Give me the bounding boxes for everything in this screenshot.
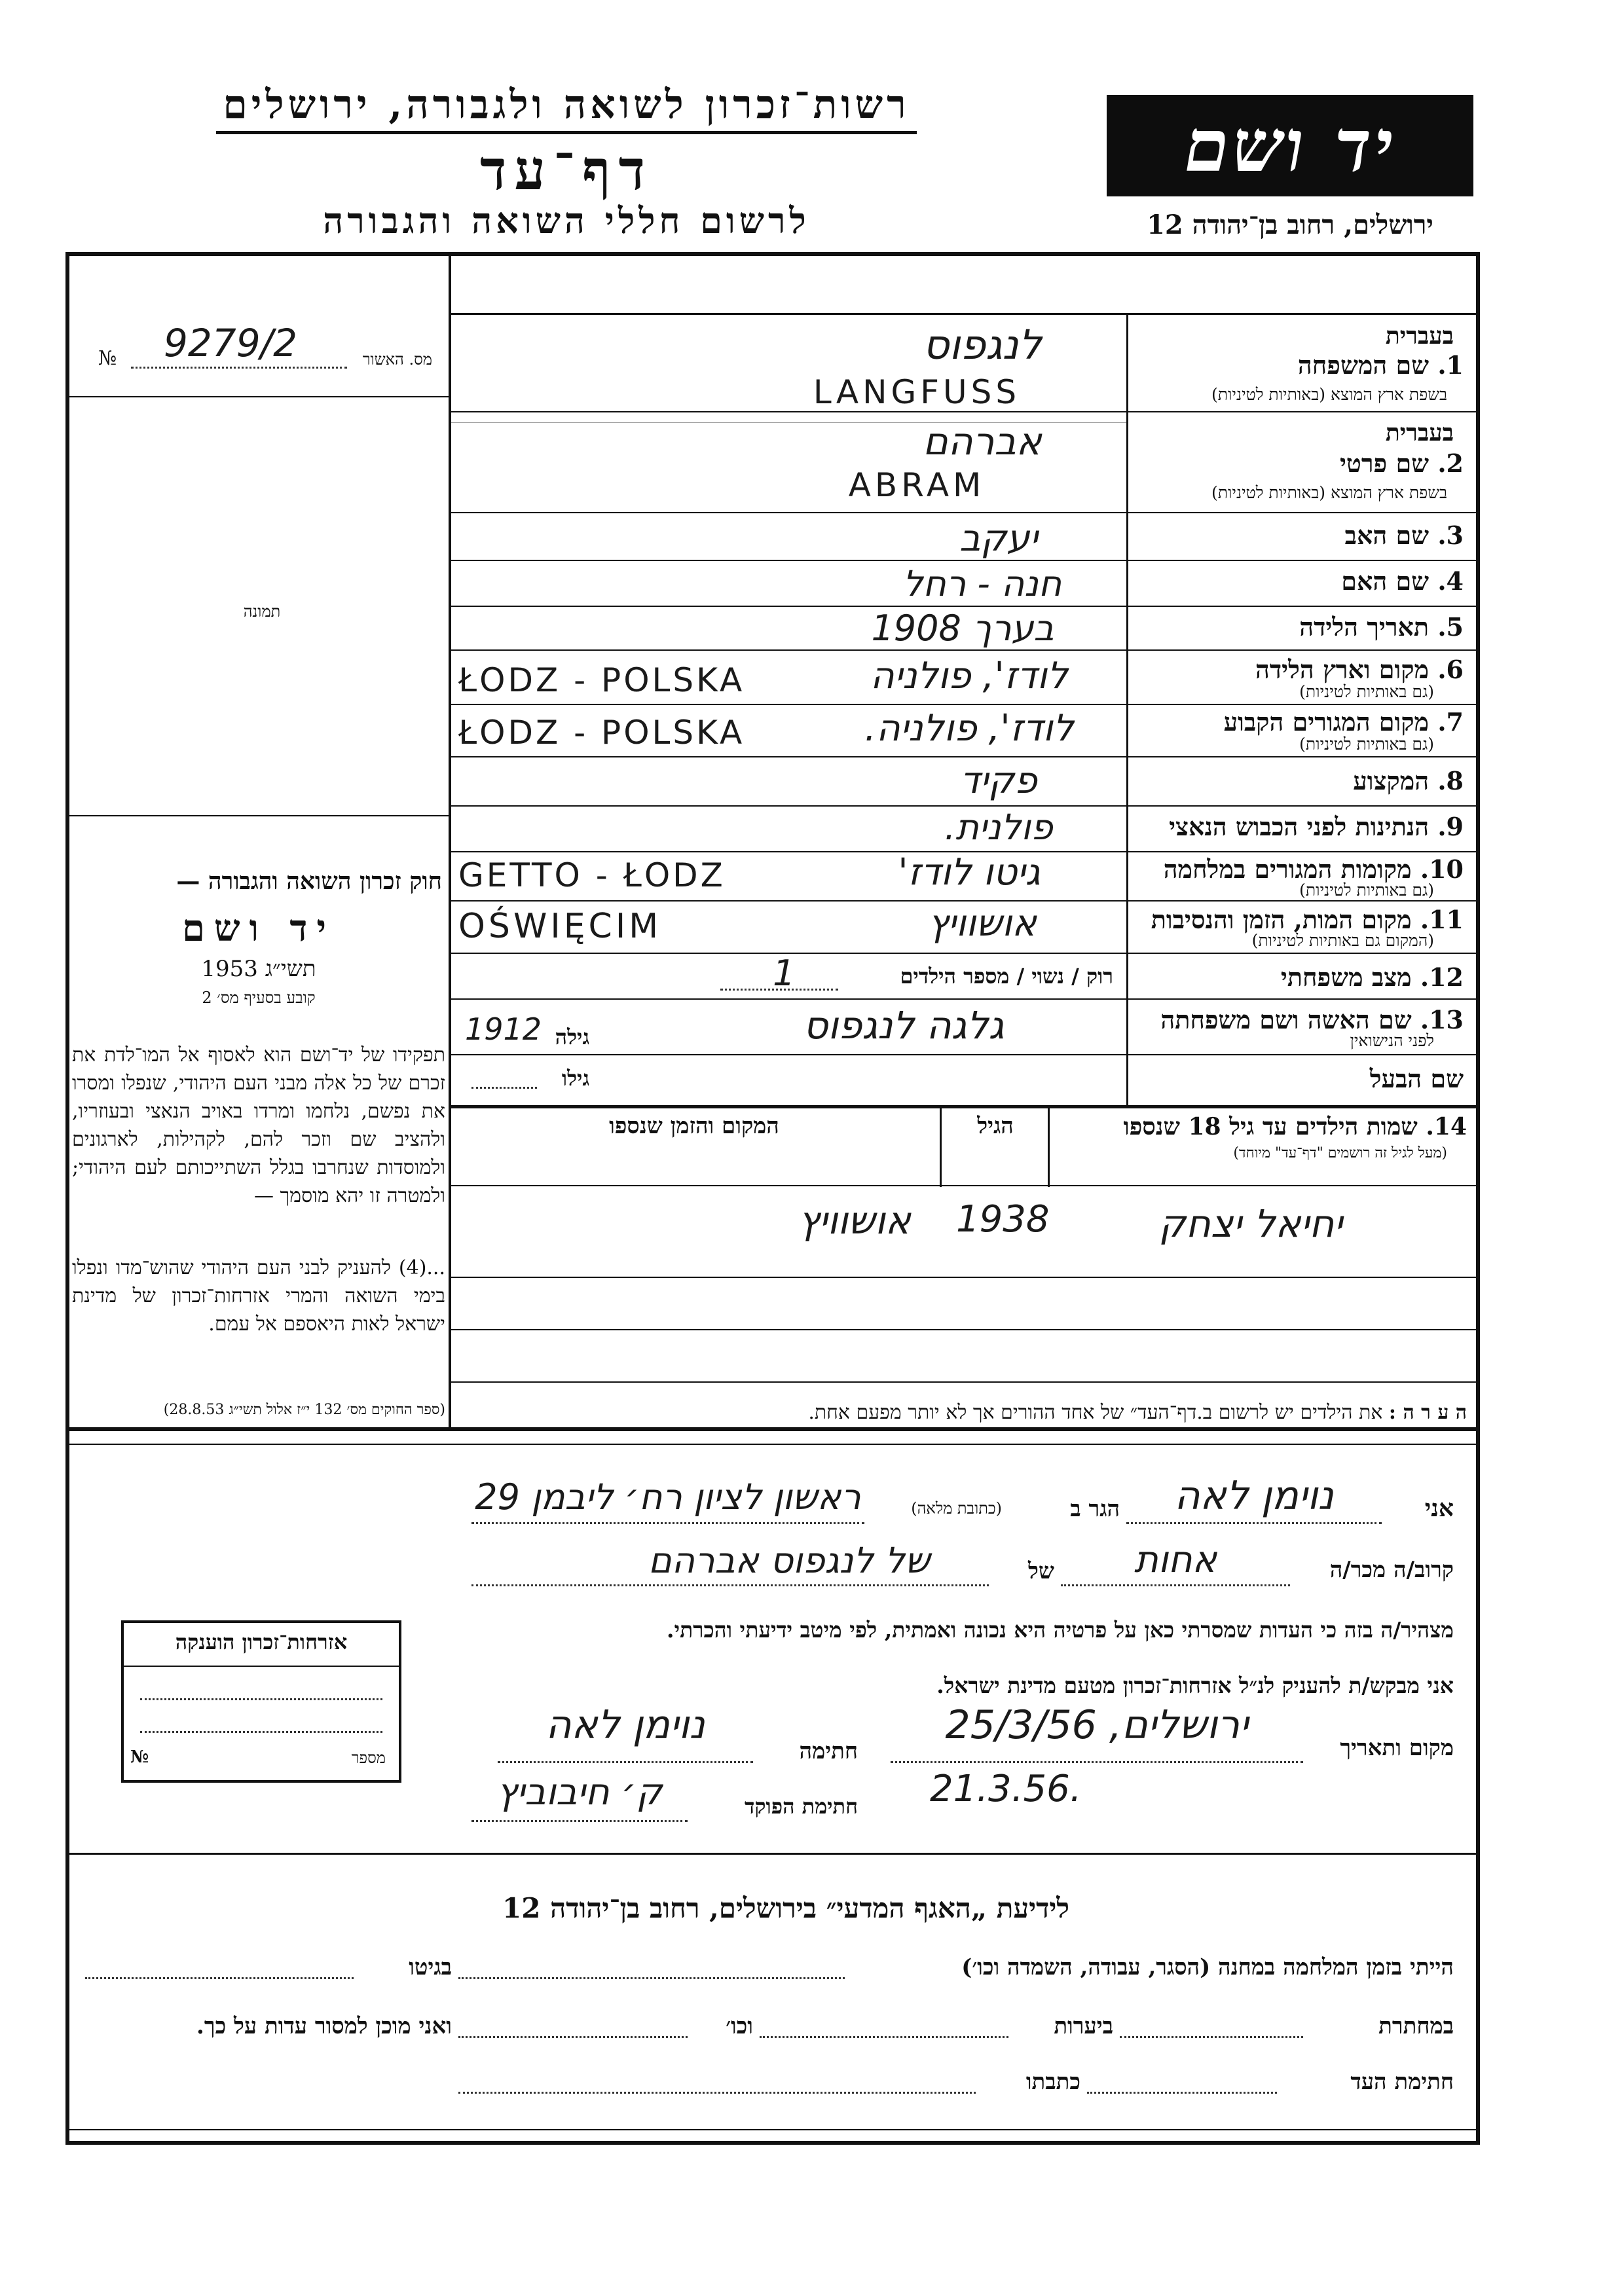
field-11-label: 11. מקום המות, הזמן והנסיבות (1151, 905, 1464, 934)
decl-resides: הגר ב (1070, 1496, 1120, 1522)
field-1-hebrew-value: לנגפוס (923, 321, 1042, 369)
field-7-label: 7. מקום המגורים הקבוע (1223, 707, 1464, 737)
decl-signature-value: נוימן לאה (545, 1702, 705, 1748)
field-6-hebrew-value: לודז', פולניה (870, 655, 1068, 697)
footer-line3-a: חתימת העד (1350, 2069, 1454, 2095)
child-1-age: 1938 (956, 1198, 1050, 1241)
footer-line2-d: ואני מוכן למסור עדות על כך. (196, 2013, 452, 2039)
husband-age-label: גילו (561, 1066, 589, 1091)
children-label: 14. שמות הילדים עד גיל 18 שנספו (1123, 1113, 1467, 1140)
yad-vashem-logo (1107, 95, 1473, 196)
field-9-label: 9. הנתינות לפני הכבוש הנאצי (1169, 812, 1464, 841)
field-8-hebrew-value: פקיד (960, 759, 1037, 802)
field-11-sub: (המקום גם באותיות לטיניות) (1251, 931, 1434, 950)
citizenship-box-title: אזרחות־זכרון הוענקה (175, 1630, 348, 1654)
child-1-name: יחיאל יצחק (1158, 1201, 1343, 1246)
field-3-label: 3. שם האב (1344, 520, 1464, 550)
field-6-sub: (גם באותיות לטיניות) (1299, 682, 1434, 701)
law-clause: קובע בסעיף מס׳ 2 (202, 989, 316, 1007)
field-4-label: 4. שם האם (1341, 566, 1464, 596)
field-13-age-value: 1912 (465, 1011, 542, 1047)
field-12-extra: רוק / נשוי / מספר הילדים (900, 964, 1113, 989)
record-number-label: מס. האשור (362, 350, 432, 369)
field-5-hebrew-value: בערך 1908 (871, 608, 1054, 649)
field-10-hebrew-value: גיטו לודז' (898, 851, 1041, 894)
note-label: ה ע ר ה : (1388, 1401, 1467, 1424)
child-1-place: אושוויץ (798, 1198, 911, 1243)
footer-line2-a: במחתרת (1378, 2013, 1454, 2039)
field-9-hebrew-value: פולנית. (944, 807, 1053, 848)
field-2-label: 2. שם פרטי (1339, 448, 1464, 478)
husband-label: שם הבעל (1369, 1064, 1464, 1093)
logo-text: יד ושם (1184, 103, 1396, 188)
note (458, 1401, 1467, 1424)
decl-of: של (1028, 1558, 1054, 1584)
field-13-sub: לפני הנישואין (1350, 1031, 1434, 1050)
decl-relation-value: אחות (1134, 1539, 1217, 1581)
footer-line2-b: ביערות (1054, 2013, 1113, 2039)
field-10-latin-value: GETTO - ŁODZ (458, 856, 726, 894)
footer-line3-b: כתבתו (1025, 2069, 1080, 2095)
field-13-age-label: גילה (555, 1025, 589, 1049)
field-8-label: 8. המקצוע (1353, 766, 1464, 795)
decl-of-value: של לנגפוס אברהם (648, 1540, 931, 1581)
field-7-hebrew-value: לודז', פולניה. (864, 707, 1074, 750)
record-number-value: 9279/2 (164, 321, 298, 365)
decl-request: אני מבקש/ת להעניק לנ״ל אזרחות־זכרון מטעם מדינת ישראל. (936, 1673, 1454, 1698)
photo-label: תמונה (243, 602, 281, 621)
record-number-prefix: № (98, 347, 117, 370)
field-3-hebrew-value: יעקב (959, 517, 1038, 560)
footer-line2-c: וכו׳ (726, 2013, 753, 2039)
footer-title: לידיעת „האגף המדעי״ בירושלים, רחוב בן־יהודה 12 (502, 1892, 1069, 1924)
address: ירושלים, רחוב בן־יהודה 12 (1147, 210, 1433, 240)
decl-issuer-signature-label: חתימת הפוקד (745, 1794, 858, 1819)
decl-name-value: נוימן לאה (1174, 1473, 1334, 1519)
decl-signature-label: חתימה (799, 1738, 858, 1764)
law-title: חוק זכרון השואה והגבורה — (176, 867, 442, 895)
children-sub: (מעל לגיל זה רושמים "דף־עד" מיוחד) (1233, 1145, 1447, 1161)
field-13-label: 13. שם האשה ושם משפחתה (1160, 1005, 1464, 1034)
decl-full-address: (כתובת מלאה) (911, 1499, 1002, 1518)
decl-address-value: ראשון לציון רח׳ ליבמן 29 (475, 1476, 861, 1518)
footer-line1-a: הייתי בזמן המלחמה במחנה (הסגר, עבודה, השמדה וכו׳) (961, 1954, 1454, 1980)
field-1-latin-value: LANGFUSS (813, 373, 1021, 411)
decl-place-date-label: מקום ותאריך (1340, 1735, 1454, 1761)
field-6-label: 6. מקום וארץ הלידה (1255, 655, 1464, 684)
document-title: דף־עד (479, 137, 653, 202)
citizenship-box-prefix: № (130, 1747, 149, 1767)
field-10-sub: (גם באותיות לטיניות) (1299, 881, 1434, 900)
field-2-latin-value: ABRAM (848, 466, 986, 504)
field-1-sub: בשפת ארץ המוצא (באותיות לטיניות) (1211, 385, 1447, 404)
law-source: (ספר החוקים מס׳ 132 י״ז אלול תשי״ג 28.8.53) (163, 1402, 445, 1418)
decl-statement: מצהיר/ה בזה כי העדות שמסרתי כאן על פרטיה היא נכונה ואמתית, לפי מיטב ידיעתי והכרתי. (667, 1617, 1454, 1643)
citizenship-box (121, 1620, 401, 1783)
field-12-children-count: 1 (773, 953, 796, 994)
document-subtitle: לרשום חללי השואה והגבורה (323, 200, 810, 242)
field-13-hebrew-value: גלגה לנגפוס (803, 1003, 1005, 1048)
field-2-sub: בשפת ארץ המוצא (באותיות לטיניות) (1211, 483, 1447, 502)
field-2-hebrew-value: אברהם (923, 419, 1042, 464)
decl-ani: אני (1424, 1495, 1454, 1522)
footer-line1-b: בגיטו (409, 1954, 452, 1980)
decl-place-date-value: ירושלים, 25/3/56 (945, 1702, 1249, 1748)
decl-issuer-signature-value: ק׳ חיבוביץ (496, 1771, 663, 1813)
decl-relative: קרוב/ה מכר/ה (1329, 1557, 1454, 1583)
field-4-hebrew-value: חנה - רחל (902, 563, 1062, 604)
field-1-label: 1. שם המשפחה (1297, 350, 1464, 380)
field-7-latin-value: ŁODZ - POLSKA (458, 714, 745, 752)
field-10-label: 10. מקומות המגורים במלחמה (1163, 854, 1464, 884)
law-name: יד ושם (181, 907, 336, 950)
law-text: תפקידו של יד־ושם הוא לאסוף אל המו־לדת את זכרם של כל אלה מבני העם היהודי, שנפלו ומסרו את נפשם, נלחמו ומרדו באויב הנאצי ובעוזריו, ולהציב שם וזכר להם, לקהילות, לארגונים ולמוסדות שנחרבו בגלל השתייכותם לעם היהודי; ולמטרה זו יהא מוסמך — (72, 1044, 445, 1207)
law-text-2: ...(4) להעניק לבני העם היהודי שהוש־מדו ונפלו בימי השואה והמרי אזרחות־זכרון של מדינת ישראל לאות היאספם אל עמם. (72, 1256, 445, 1336)
note-text: את הילדים יש לרשום ב.דף־העד״ של אחד ההורים אך לא יותר מפעם אחת. (808, 1401, 1383, 1424)
children-place-header: המקום והזמן שנספו (609, 1113, 779, 1139)
field-7-sub: (גם באותיות לטיניות) (1299, 735, 1434, 754)
field-12-label: 12. מצב משפחתי (1280, 962, 1464, 992)
field-6-latin-value: ŁODZ - POLSKA (458, 661, 745, 699)
field-5-label: 5. תאריך הלידה (1299, 612, 1464, 642)
citizenship-box-number-label: מספר (351, 1749, 386, 1767)
field-11-latin-value: OŚWIĘCIM (458, 907, 662, 946)
field-1-in-hebrew: בעברית (1385, 322, 1454, 350)
decl-date2-value: 21.3.56. (930, 1768, 1082, 1810)
children-age-header: הגיל (977, 1113, 1014, 1139)
field-11-hebrew-value: אושוויץ (928, 902, 1037, 945)
authority-heading: רשות־זכרון לשואה ולגבורה, ירושלים (223, 82, 910, 128)
law-year: תשי״ג 1953 (201, 956, 316, 982)
field-2-in-hebrew: בעברית (1385, 419, 1454, 446)
